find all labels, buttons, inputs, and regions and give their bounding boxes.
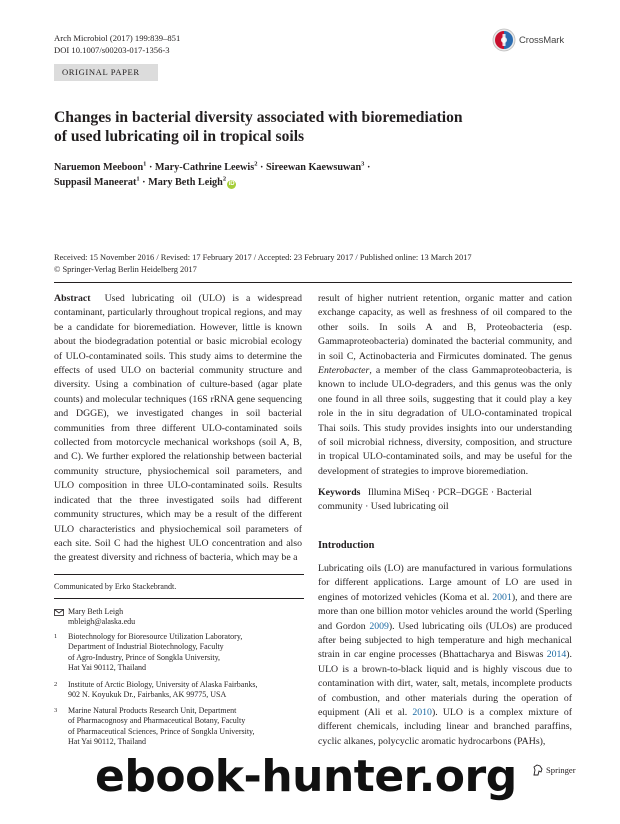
corresponding-email[interactable]: mbleigh@alaska.edu <box>68 617 136 627</box>
abstract-left <box>54 292 302 566</box>
header-divider <box>54 282 572 283</box>
keywords-block <box>318 486 572 515</box>
author-name[interactable]: Sireewan Kaewsuwan <box>265 162 362 173</box>
affiliation-number: 3 <box>54 707 58 714</box>
author-affiliation-mark: 3 <box>361 160 365 168</box>
introduction-heading: Introduction <box>318 540 375 551</box>
author-separator: · <box>364 162 371 173</box>
crossmark-label: CrossMark <box>519 34 565 46</box>
affiliation-line: of Agro-Industry, Prince of Songkla University, <box>68 652 221 662</box>
corresponding-author: Mary Beth Leigh <box>68 607 124 616</box>
article-history <box>54 252 574 275</box>
publisher-logo <box>532 764 576 776</box>
intro-text: ). ULO is a complex mixture of different chemicals, including linear and branched paraffins, cyclic alkanes, polycyclic aromatic hydrocarbons (PAHs), <box>318 707 572 747</box>
history-dates: Received: 15 November 2016 / Revised: 17 February 2017 / Accepted: 23 February 2017 / Published online: 13 March 2017 <box>54 253 472 262</box>
author-separator: · <box>146 162 155 173</box>
crossmark-icon <box>492 28 516 52</box>
keywords-label: Keywords <box>318 487 361 498</box>
author-separator: · <box>139 177 149 188</box>
author-name[interactable]: Mary-Cathrine Leewis <box>154 162 255 173</box>
springer-horse-icon <box>532 764 544 776</box>
author-name[interactable]: Mary Beth Leigh <box>148 177 223 188</box>
abstract-text: Used lubricating oil (ULO) is a widespread contaminant, particularly throughout tropical regions, and may be a candidate for bioremediation. However, little is known about the biodegradation potential or basic microbial ecology of ULO-contaminated soils. This study aims to determine the effects of used ULO on bacterial community structure and diversity. Using a combination of culture-based (agar plate counts) and molecular techniques (16S rRNA gene sequencing and DGGE), we investigated changes in soil bacterial communities from three different ULO-contaminated soils collected from motorcycle mechanical workshops (soil A, B, and C). We further explored the relationship between bacterial community structure, physiochemical soil parameters, and ULO composition in three ULO-contaminated soils. Results indicated that the three investigated soils had different community structures, which may be a result of the different ULO characteristics and physiochemical soil parameters of each site. Soil C had the highest ULO concentration and also the greatest diversity and richness of bacteria, which may be a <box>54 293 302 564</box>
journal-citation: Arch Microbiol (2017) 199:839–851 <box>54 33 181 43</box>
watermark-text: ebook-hunter.org <box>95 751 517 802</box>
affiliation-line: of Pharmaceutical Sciences, Prince of Songkla University, <box>68 726 255 736</box>
abstract-label: Abstract <box>54 293 91 304</box>
affiliation-line: Hat Yai 90112, Thailand <box>68 737 146 747</box>
citation-link[interactable]: 2014 <box>546 649 567 661</box>
footnote-divider <box>54 574 304 575</box>
citation-link[interactable]: 2001 <box>492 591 512 603</box>
introduction-text <box>318 562 572 749</box>
footnote-divider-2 <box>54 598 304 599</box>
author-affiliation-mark: 2 <box>222 175 227 183</box>
abstract-continued: result of higher nutrient retention, organic matter and cation exchange capacity, as well as freshness of oil compared to the other soils. In soils A and B, Proteobacteria (esp. Gammaproteobacteria) dominated the bacterial community, and in soil C, Actinobacteria and Firmicutes dominated. The genus <box>318 293 572 362</box>
author-affiliation-mark: 1 <box>136 175 140 183</box>
affiliation-line: Marine Natural Products Research Unit, Department <box>68 706 237 715</box>
affiliation-line: Biotechnology for Bioresource Utilization Laboratory, <box>68 632 243 641</box>
intro-text: Lubricating oils (LO) are manufactured in various formulations for different applications. Large amount of LO are used in engines of motorized vehicles (Koma et al. <box>318 563 572 603</box>
journal-citation-block <box>54 32 180 56</box>
affiliation-line: of Pharmacognosy and Pharmaceutical Botany, Faculty <box>68 716 246 726</box>
intro-text: ), and there are more than one billion motor vehicles around the world (Sperling and Gordon <box>318 591 572 632</box>
affiliation-number: 1 <box>54 633 58 640</box>
intro-text: ). ULO is a brown-to-black liquid and is highly viscous due to contamination with dirt, water, salt, metals, incomplete products of combustion, and other materials during the operation of equipment (Ali et al. <box>318 649 572 719</box>
communicated-by: Communicated by Erko Stackebrandt. <box>54 582 177 591</box>
publisher-name: Springer <box>546 765 576 775</box>
orcid-icon[interactable]: iD <box>228 181 235 187</box>
affiliation-line: Hat Yai 90112, Thailand <box>68 663 146 673</box>
author-name[interactable]: Suppasil Maneerat <box>54 177 137 188</box>
affiliation-number: 2 <box>54 681 58 688</box>
author-affiliation-mark: 2 <box>254 160 258 168</box>
copyright-line: © Springer-Verlag Berlin Heidelberg 2017 <box>54 264 197 274</box>
intro-text: ). Used lubricating oils (ULOs) are produced after being subjected to high temperature and high mechanical strain in car engine processes (Bhattacharya and Biswas <box>318 620 572 661</box>
article-type-banner: ORIGINAL PAPER <box>54 64 158 81</box>
affiliation-line: 902 N. Koyukuk Dr., Fairbanks, AK 99775, USA <box>68 690 227 700</box>
affiliation-line: Department of Industrial Biotechnology, Faculty <box>68 642 224 652</box>
title-line-1: Changes in bacterial diversity associated with bioremediation <box>54 109 463 126</box>
abstract-right <box>318 292 572 479</box>
abstract-continued-end: , a member of the class Gammaproteobacteria, is known to include ULO-degraders, and this genus was the only one found in all three soils, suggesting that it could play a key role in the in situ degradation of ULO-contaminated tropical Thai soils. This study provides insights into our understanding of soil microbial richness, diversity, composition, and structure in tropical ULO-contaminated soils, and may be useful for the development of strategies to improve bioremediation. <box>318 365 572 477</box>
envelope-icon <box>54 609 64 616</box>
title-line-2: of used lubricating oil in tropical soils <box>54 128 305 145</box>
author-separator: · <box>257 162 266 173</box>
citation-link[interactable]: 2009 <box>369 620 389 632</box>
crossmark-badge[interactable] <box>492 27 588 53</box>
citation-link[interactable]: 2010 <box>412 707 432 719</box>
affiliation-line: Institute of Arctic Biology, University of Alaska Fairbanks, <box>68 680 258 689</box>
article-title <box>54 108 514 146</box>
author-name[interactable]: Naruemon Meeboon <box>54 162 144 173</box>
genus-name: Enterobacter <box>318 365 370 377</box>
journal-doi[interactable]: DOI 10.1007/s00203-017-1356-3 <box>54 45 170 55</box>
keywords-text: Illumina MiSeq · PCR–DGGE · Bacterial community · Used lubricating oil <box>318 487 532 513</box>
author-affiliation-mark: 1 <box>143 160 147 168</box>
author-list <box>54 160 474 190</box>
